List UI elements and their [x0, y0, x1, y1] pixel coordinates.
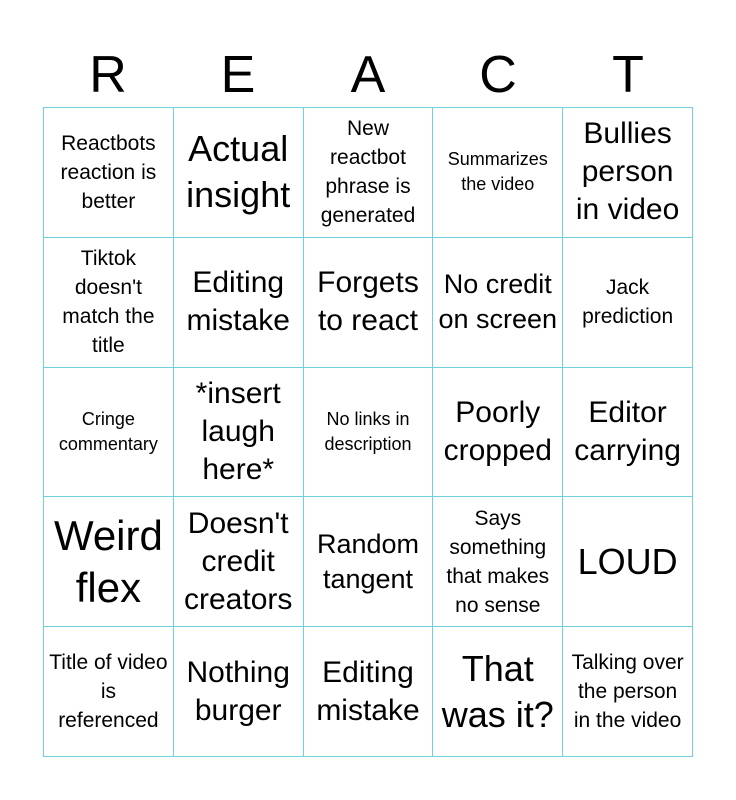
- bingo-cell[interactable]: [304, 108, 434, 238]
- cell-text: LOUD: [577, 540, 678, 582]
- bingo-header: [43, 45, 693, 105]
- cell-text: Cringe commentary: [58, 408, 158, 454]
- cell-text: No links in description: [324, 408, 412, 454]
- bingo-cell[interactable]: [433, 497, 563, 627]
- bingo-cell[interactable]: [563, 108, 693, 238]
- cell-text: Says something that makes no sense: [446, 506, 550, 617]
- cell-text: Editor carrying: [574, 395, 681, 467]
- bingo-cell[interactable]: [174, 497, 304, 627]
- bingo-cell[interactable]: [563, 238, 693, 368]
- bingo-cell[interactable]: [304, 497, 434, 627]
- bingo-cell[interactable]: [44, 238, 174, 368]
- cell-text: That was it?: [441, 647, 554, 735]
- cell-text: Poorly cropped: [443, 395, 552, 467]
- cell-text: Bullies person in video: [575, 117, 680, 227]
- bingo-cell[interactable]: [563, 627, 693, 757]
- cell-text: Doesn't credit creators: [184, 506, 293, 616]
- bingo-cell[interactable]: [44, 108, 174, 238]
- cell-text: Actual insight: [186, 128, 291, 216]
- bingo-cell[interactable]: [44, 368, 174, 498]
- bingo-cell[interactable]: [433, 108, 563, 238]
- header-letter-e: E: [220, 46, 256, 104]
- bingo-cell[interactable]: [174, 368, 304, 498]
- cell-text: Title of video is referenced: [49, 651, 168, 733]
- bingo-cell[interactable]: [44, 497, 174, 627]
- bingo-cell[interactable]: [563, 497, 693, 627]
- cell-text: Jack prediction: [582, 276, 674, 329]
- bingo-cell[interactable]: [174, 108, 304, 238]
- bingo-cell[interactable]: [563, 368, 693, 498]
- bingo-cell[interactable]: [304, 627, 434, 757]
- bingo-cell[interactable]: [174, 627, 304, 757]
- cell-text: Reactbots reaction is better: [60, 131, 157, 213]
- bingo-cell[interactable]: [433, 627, 563, 757]
- bingo-cell[interactable]: [44, 627, 174, 757]
- cell-text: Nothing burger: [186, 655, 290, 727]
- bingo-cell[interactable]: [433, 238, 563, 368]
- cell-text: Editing mistake: [186, 266, 290, 338]
- cell-text: Tiktok doesn't match the title: [62, 247, 155, 358]
- header-letter-a: A: [350, 46, 386, 104]
- cell-text: Editing mistake: [316, 655, 420, 727]
- cell-text: New reactbot phrase is generated: [320, 117, 416, 228]
- cell-text: *insert laugh here*: [195, 376, 281, 486]
- cell-text: No credit on screen: [438, 269, 558, 335]
- cell-text: Weird flex: [53, 511, 163, 611]
- cell-text: Forgets to react: [317, 266, 419, 338]
- cell-text: Random tangent: [316, 528, 420, 594]
- bingo-cell[interactable]: [174, 238, 304, 368]
- header-letter-c: C: [479, 46, 517, 104]
- header-letter-t: T: [612, 46, 644, 104]
- bingo-board: [43, 107, 693, 757]
- bingo-cell[interactable]: [433, 368, 563, 498]
- bingo-cell[interactable]: [304, 238, 434, 368]
- cell-text: Summarizes the video: [447, 149, 548, 195]
- bingo-cell[interactable]: [304, 368, 434, 498]
- header-letter-r: R: [89, 46, 127, 104]
- cell-text: Talking over the person in the video: [571, 651, 684, 733]
